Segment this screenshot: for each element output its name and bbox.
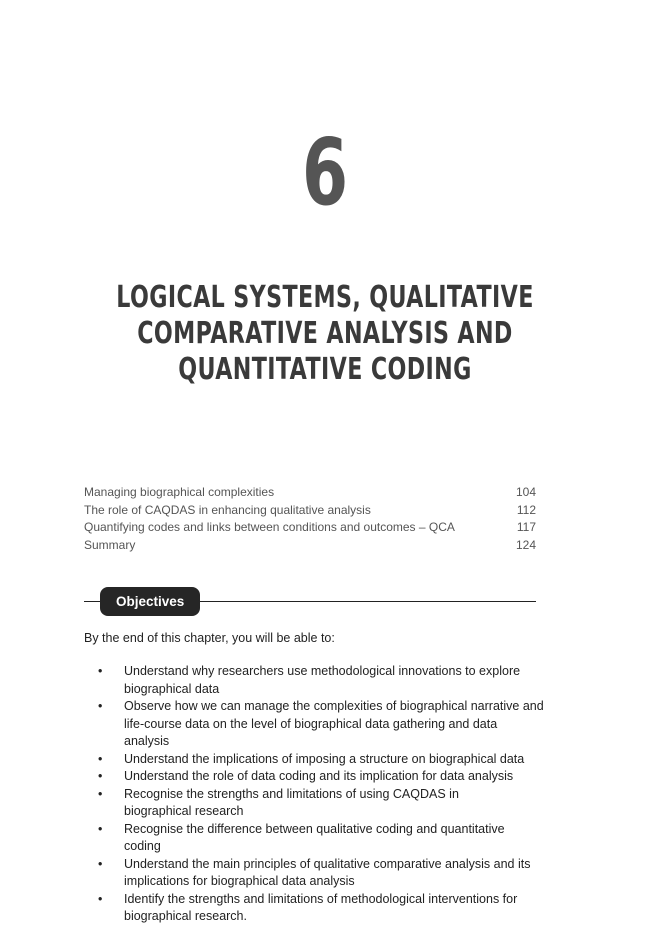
bullet-icon: • bbox=[98, 786, 103, 801]
toc-entry-page: 112 bbox=[516, 502, 536, 517]
objective-text-line: Observe how we can manage the complexities of biographical narrative and bbox=[124, 699, 544, 713]
objective-text-line: life-course data on the level of biographical data gathering and data analysis bbox=[124, 716, 498, 748]
objective-text-line: Recognise the strengths and limitations of using CAQDAS in bbox=[124, 786, 459, 801]
objective-text-line: biographical research bbox=[124, 804, 244, 818]
toc-entry-page: 117 bbox=[516, 520, 536, 534]
toc-entry bbox=[84, 519, 536, 537]
toc-entry bbox=[84, 484, 536, 502]
objective-text-line: Understand the role of data coding and its implication for data analysis bbox=[124, 769, 514, 783]
objective-text-line: Understand the implications of imposing a structure on biographical data bbox=[124, 751, 525, 766]
bullet-icon: • bbox=[98, 699, 103, 713]
objectives-heading bbox=[84, 586, 536, 618]
chapter-contents bbox=[84, 484, 536, 554]
objective-text-line: biographical research. bbox=[124, 909, 247, 923]
objectives-intro: By the end of this chapter, you will be able to: bbox=[84, 631, 335, 645]
toc-entry-title: The role of CAQDAS in enhancing qualitative analysis bbox=[84, 502, 371, 517]
chapter-title bbox=[0, 280, 650, 388]
bullet-icon: • bbox=[98, 664, 103, 678]
objective-item bbox=[84, 768, 544, 786]
toc-entry bbox=[84, 502, 536, 520]
chapter-title-line: LOGICAL SYSTEMS, QUALITATIVE bbox=[116, 280, 534, 315]
objective-item bbox=[84, 751, 544, 769]
bullet-icon: • bbox=[98, 821, 103, 836]
objective-text-line: Understand the main principles of qualitative comparative analysis and its bbox=[124, 856, 531, 871]
chapter-number: 6 bbox=[301, 119, 349, 226]
objective-text-line: implications for biographical data analysis bbox=[124, 874, 355, 888]
objective-item bbox=[84, 821, 544, 856]
toc-entry-title: Summary bbox=[84, 537, 136, 552]
objective-item bbox=[84, 856, 544, 891]
chapter-title-line: COMPARATIVE ANALYSIS AND bbox=[137, 316, 513, 351]
toc-entry-page: 124 bbox=[515, 537, 536, 552]
toc-entry-page: 104 bbox=[515, 485, 536, 499]
objectives-list bbox=[84, 663, 544, 926]
toc-entry-title: Managing biographical complexities bbox=[84, 485, 275, 499]
bullet-icon: • bbox=[98, 769, 103, 783]
objective-item bbox=[84, 698, 544, 751]
objective-text-line: biographical data bbox=[124, 681, 220, 696]
toc-entry bbox=[84, 537, 536, 555]
objective-text-line: Recognise the difference between qualitative coding and quantitative coding bbox=[124, 821, 505, 853]
objective-item bbox=[84, 786, 544, 821]
objective-item bbox=[84, 891, 544, 926]
objective-item bbox=[84, 663, 544, 698]
bullet-icon: • bbox=[98, 856, 103, 871]
objective-text-line: Understand why researchers use methodological innovations to explore bbox=[124, 664, 521, 678]
toc-entry-title: Quantifying codes and links between conditions and outcomes – QCA bbox=[84, 520, 455, 534]
chapter-title-line: QUANTITATIVE CODING bbox=[178, 352, 472, 387]
bullet-icon: • bbox=[98, 751, 103, 766]
bullet-icon: • bbox=[98, 891, 103, 906]
objective-text-line: Identify the strengths and limitations of methodological interventions for bbox=[124, 891, 518, 906]
objectives-badge: Objectives bbox=[100, 587, 200, 616]
